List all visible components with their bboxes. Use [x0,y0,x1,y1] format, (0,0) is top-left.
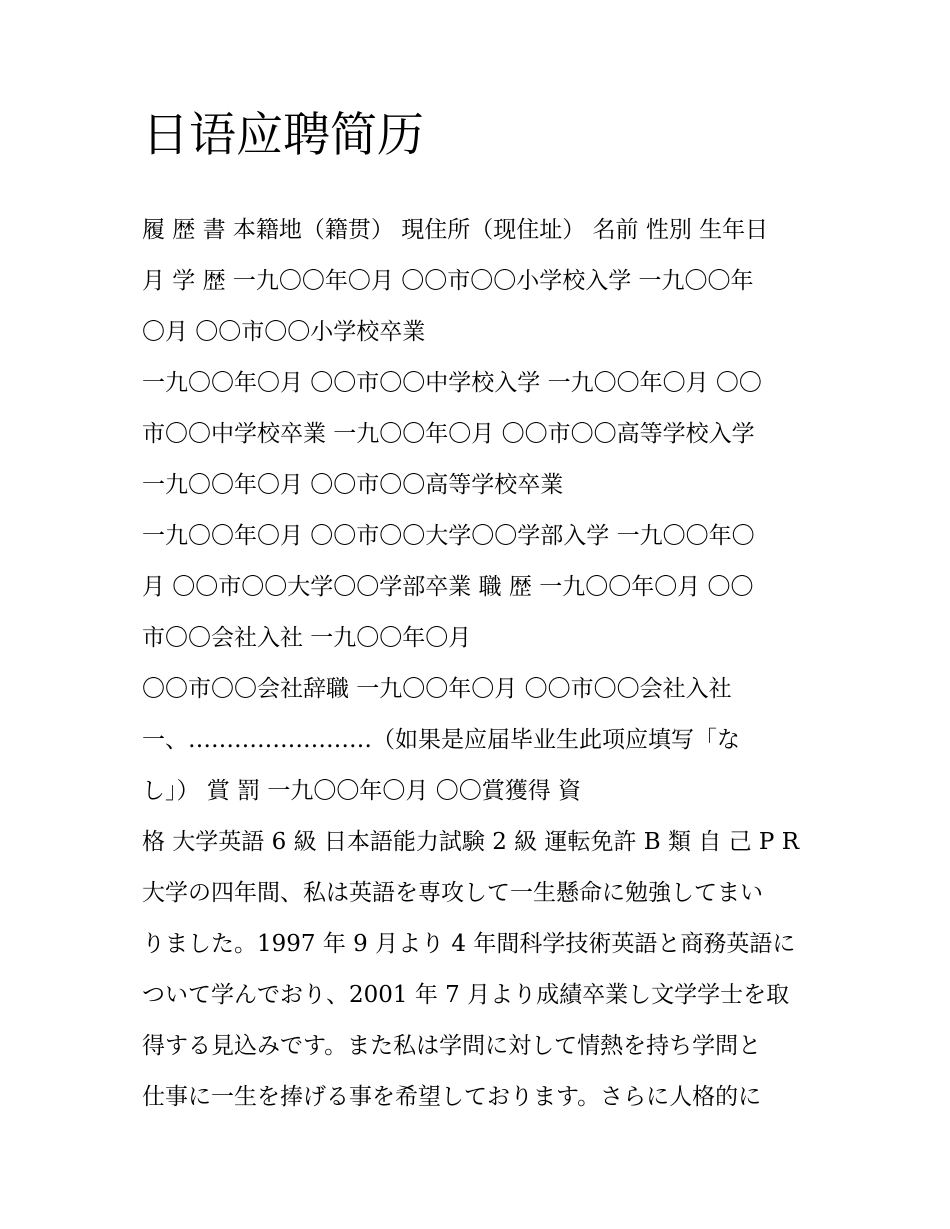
body-line: 〇月 〇〇市〇〇小学校卒業 [142,319,426,345]
body-line: 一九〇〇年〇月 〇〇市〇〇中学校入学 一九〇〇年〇月 〇〇 [142,370,762,396]
body-line: 一九〇〇年〇月 〇〇市〇〇大学〇〇学部入学 一九〇〇年〇 [142,523,755,549]
body-line: 履 歴 書 本籍地（籍贯） 現住所（现住址） 名前 性別 生年日 [142,217,769,243]
body-line: 大学の四年間、私は英語を専攻して一生懸命に勉強してまい [142,880,763,906]
body-line: 市〇〇会社入社 一九〇〇年〇月 [142,625,472,651]
body-line: ついて学んでおり、2001 年 7 月より成績卒業し文学学士を取 [142,982,790,1008]
body-line: 月 〇〇市〇〇大学〇〇学部卒業 職 歴 一九〇〇年〇月 〇〇 [142,574,754,600]
body-line: 一、……………………（如果是应届毕业生此项应填写「な [142,727,740,753]
document-body [142,205,822,1123]
document-title: 日语应聘简历 [142,108,424,163]
body-line: 月 学 歴 一九〇〇年〇月 〇〇市〇〇小学校入学 一九〇〇年 [142,268,754,294]
body-line: 仕事に一生を捧げる事を希望しております。さらに人格的に [142,1084,762,1110]
body-line: りました。1997 年 9 月より 4 年間科学技術英語と商務英語に [142,931,796,957]
body-line: 格 大学英語 6 級 日本語能力試験 2 級 運転免許 B 類 自 己 P R [142,829,800,855]
body-line: 市〇〇中学校卒業 一九〇〇年〇月 〇〇市〇〇高等学校入学 [142,421,755,447]
body-line: 〇〇市〇〇会社辞職 一九〇〇年〇月 〇〇市〇〇会社入社 [142,676,732,702]
body-line: 一九〇〇年〇月 〇〇市〇〇高等学校卒業 [142,472,564,498]
body-line: し」） 賞 罰 一九〇〇年〇月 〇〇賞獲得 資 [142,778,582,804]
body-line: 得する見込みです。また私は学問に対して情熱を持ち学問と [142,1033,762,1059]
document-page [142,108,822,1123]
